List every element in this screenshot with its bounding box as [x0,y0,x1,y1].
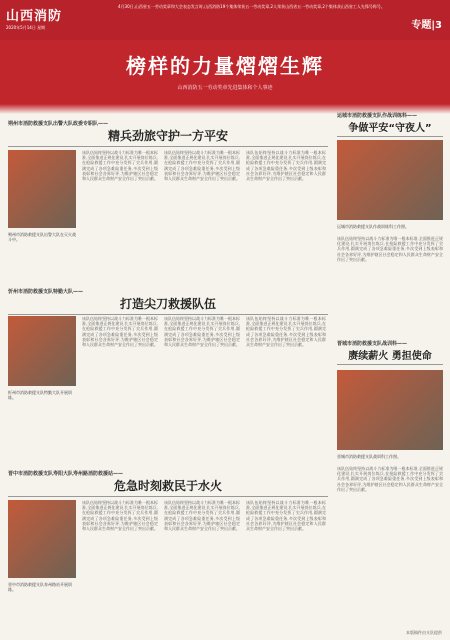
article-jincheng [337,340,443,365]
article-body: 该队伍始终坚持以战斗力标准为唯一根本标准,全面推进正规化建设,扎实开展岗位练兵,在抢险救援工作中充分发挥了尖兵作用,圆满完成了各项急难险重任务,多次受到上级表彰和社会各界好评,为维护辖区社会稳定和人民群众生命财产安全作出了突出贡献。 [82,316,158,348]
header-headline-text: 4月30日,山西省五一劳动奖章和大会表态发言时,山西消防19个集体荣获五一劳动奖章,2人荣获山西省五一劳动奖章,2个集体获山西省工人先锋号称号。 [118,4,385,9]
article-shuozhou [8,120,328,147]
article-body: 该队伍始终坚持以战斗力标准为唯一根本标准,全面推进正规化建设,扎实开展岗位练兵,在抢险救援工作中充分发挥了尖兵作用,圆满完成了各项急难险重任务,多次受到上级表彰和社会各界好评,为维护辖区社会稳定和人民群众生命财产安全作出了突出贡献。 [246,150,326,182]
article-body: 该队伍始终坚持以战斗力标准为唯一根本标准,全面推进正规化建设,扎实开展岗位练兵,在抢险救援工作中充分发挥了尖兵作用,圆满完成了各项急难险重任务,多次受到上级表彰和社会各界好评,为维护辖区社会稳定和人民群众生命财产安全作出了突出贡献。 [82,500,158,532]
masthead: 山西消防 [6,9,63,24]
article-kicker: 晋中市消防救援支队寿阳大队寿州路消防救援站—— [8,471,124,477]
photo-caption: 晋中市消防救援支队寿州路站开展训练。 [8,582,72,592]
article-title: 赓续薪火 勇担使命 [348,351,432,362]
photo-caption: 晋城市消防救援支队战训科工作照。 [337,454,401,459]
article-yuncheng [337,112,443,137]
article-body: 该队伍始终坚持以战斗力标准为唯一根本标准,全面推进正规化建设,扎实开展岗位练兵,在抢险救援工作中充分发挥了尖兵作用,圆满完成了各项急难险重任务,多次受到上级表彰和社会各界好评,为维护辖区社会稳定和人民群众生命财产安全作出了突出贡献。 [82,150,158,182]
article-title: 争做平安“守夜人” [348,123,432,134]
article-body: 该队伍始终坚持以战斗力标准为唯一根本标准,全面推进正规化建设,扎实开展岗位练兵,在抢险救援工作中充分发挥了尖兵作用,圆满完成了各项急难险重任务,多次受到上级表彰和社会各界好评,为维护辖区社会稳定和人民群众生命财产安全作出了突出贡献。 [164,500,240,532]
article-body: 该队伍始终坚持以战斗力标准为唯一根本标准,全面推进正规化建设,扎实开展岗位练兵,在抢险救援工作中充分发挥了尖兵作用,圆满完成了各项急难险重任务,多次受到上级表彰和社会各界好评,为维护辖区社会稳定和人民群众生命财产安全作出了突出贡献。 [164,316,240,348]
article-body: 该队伍始终坚持以战斗力标准为唯一根本标准,全面推进正规化建设,扎实开展岗位练兵,在抢险救援工作中充分发挥了尖兵作用,圆满完成了各项急难险重任务,多次受到上级表彰和社会各界好评,为维护辖区社会稳定和人民群众生命财产安全作出了突出贡献。 [246,500,326,532]
article-photo [8,150,76,228]
article-photo [8,500,76,578]
article-xinzhou [8,288,328,315]
article-kicker: 朔州市消防救援支队出警大队政委专职队—— [8,121,109,127]
article-photo [337,140,443,220]
article-body: 该队伍始终坚持以战斗力标准为唯一根本标准,全面推进正规化建设,扎实开展岗位练兵,在抢险救援工作中充分发挥了尖兵作用,圆满完成了各项急难险重任务,多次受到上级表彰和社会各界好评,为维护辖区社会稳定和人民群众生命财产安全作出了突出贡献。 [164,150,240,182]
photo-caption: 朔州市消防救援支队出警大队在灭火战斗中。 [8,232,76,242]
divider [8,314,328,315]
article-title: 打造尖刀救援队伍 [119,297,216,311]
article-kicker: 运城市消防救援支队作战训练科—— [337,113,418,119]
divider [8,146,328,147]
divider [337,136,443,137]
article-photo [337,370,443,450]
article-title: 危急时刻救民于水火 [113,479,222,493]
feature-subtitle: 山西消防五一劳动奖章先进集体和个人事迹 [177,85,273,91]
article-photo [8,316,76,386]
footer-credit: 本版稿件由支队提供 [406,630,442,635]
article-body: 该队伍始终坚持以战斗力标准为唯一根本标准,全面推进正规化建设,扎实开展岗位练兵,在抢险救援工作中充分发挥了尖兵作用,圆满完成了各项急难险重任务,多次受到上级表彰和社会各界好评,为维护辖区社会稳定和人民群众生命财产安全作出了突出贡献。 [246,316,326,348]
article-jinzhong [8,470,328,497]
section-label: 专题|3 [411,20,442,31]
divider [8,496,328,497]
divider [337,364,443,365]
page-header [0,0,450,40]
article-body: 该队伍始终坚持以战斗力标准为唯一根本标准,全面推进正规化建设,扎实开展岗位练兵,在抢险救援工作中充分发挥了尖兵作用,圆满完成了各项急难险重任务,多次受到上级表彰和社会各界好评,为维护辖区社会稳定和人民群众生命财产安全作出了突出贡献。 [337,236,443,262]
photo-caption: 运城市消防救援支队作战训练科工作照。 [337,224,409,229]
article-body: 该队伍始终坚持以战斗力标准为唯一根本标准,全面推进正规化建设,扎实开展岗位练兵,在抢险救援工作中充分发挥了尖兵作用,圆满完成了各项急难险重任务,多次受到上级表彰和社会各界好评,为维护辖区社会稳定和人民群众生命财产安全作出了突出贡献。 [337,466,443,492]
feature-banner [0,40,450,104]
feature-title: 榜样的力量熠熠生辉 [126,54,324,78]
issue-date: 2020年5月14日 星期 [6,25,46,30]
article-kicker: 晋城市消防救援支队战训科—— [337,341,408,347]
article-kicker: 忻州市消防救援支队特勤大队—— [8,289,84,295]
article-title: 精兵劲旅守护一方平安 [107,129,228,143]
photo-caption: 忻州市消防救援支队特勤大队开展训练。 [8,390,72,400]
